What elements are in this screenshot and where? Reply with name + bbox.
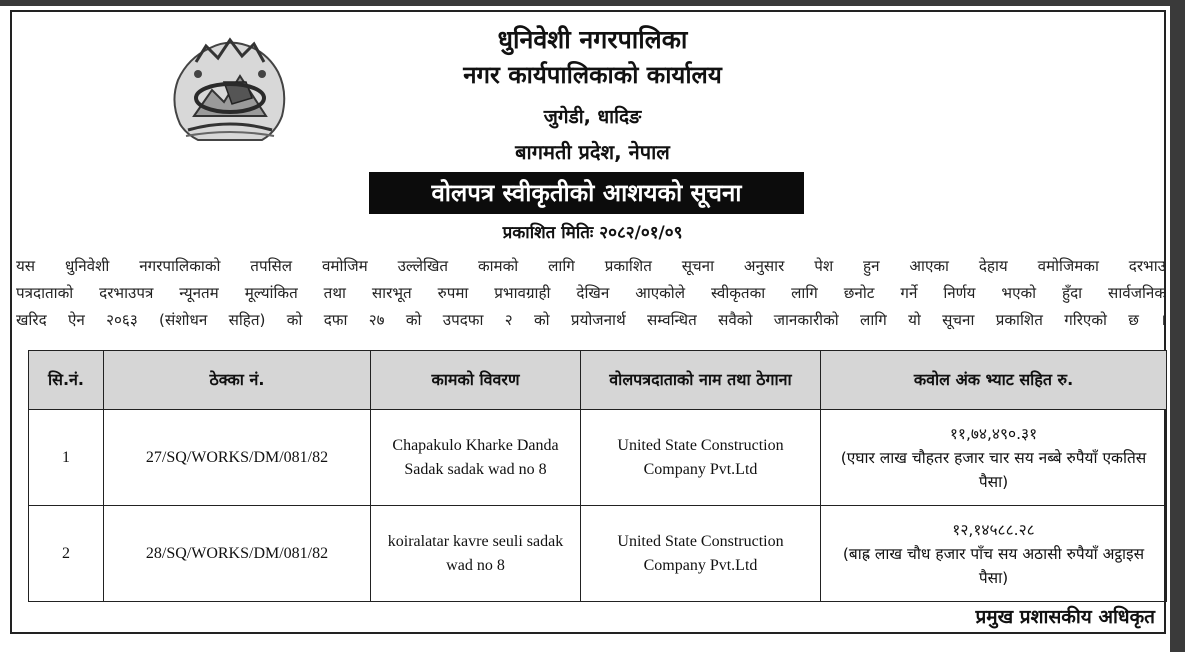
tender-table [28, 350, 1167, 602]
signoff-title: प्रमुख प्रशासकीय अधिकृत [975, 606, 1155, 628]
cell-amount [821, 410, 1167, 506]
col-header-amount: कवोल अंक भ्याट सहित रु. [821, 351, 1167, 410]
notice-title: वोलपत्र स्वीकृतीको आशयको सूचना [369, 172, 804, 214]
cell-sn: 2 [29, 506, 104, 602]
col-header-contract-no: ठेक्का नं. [104, 351, 371, 410]
amount-figure: १२,१४५८८.२८ [952, 520, 1035, 539]
col-header-bidder: वोलपत्रदाताको नाम तथा ठेगाना [581, 351, 821, 410]
office-name: नगर कार्यपालिकाको कार्यालय [463, 61, 722, 89]
municipality-name: धुनिवेशी नगरपालिका [497, 25, 688, 54]
cell-sn: 1 [29, 410, 104, 506]
cell-contract-no: 28/SQ/WORKS/DM/081/82 [104, 506, 371, 602]
body-line: पत्रदाताको दरभाउपत्र न्यूनतम मूल्यांकित तथा सारभूत रुपमा प्रभावग्राही देखिन आएकोले स्वीकृतका लागि छनोट गर्ने निर्णय भएको हुँदा सार्वजनिक [16, 284, 1166, 302]
amount-words: (बाह्र लाख चौध हजार पाँच सय अठासी रुपैयाँ अट्ठाइस पैसा) [842, 544, 1145, 587]
cell-bidder: United State Construction Company Pvt.Ltd [581, 506, 821, 602]
province-line: बागमती प्रदेश, नेपाल [515, 140, 670, 164]
body-line: खरिद ऐन २०६३ (संशोधन सहित) को दफा २७ को उपदफा २ को प्रयोजनार्थ सम्वन्धित सवैको जानकारीको लागि यो सूचना प्रकाशित गरिएको छ । [16, 311, 1166, 329]
cell-bidder: United State Construction Company Pvt.Ltd [581, 410, 821, 506]
cell-work-desc: Chapakulo Kharke Danda Sadak sadak wad no 8 [371, 410, 581, 506]
cell-amount [821, 506, 1167, 602]
table-header-row [29, 351, 1167, 410]
notice-body [16, 253, 1166, 334]
office-address: जुगेडी, धादिङ [543, 106, 642, 128]
col-header-sn: सि.नं. [29, 351, 104, 410]
cell-contract-no: 27/SQ/WORKS/DM/081/82 [104, 410, 371, 506]
published-date: प्रकाशित मितिः २०८२/०१/०९ [502, 223, 683, 243]
body-line: यस धुनिवेशी नगरपालिकाको तपसिल वमोजिम उल्लेखित कामको लागि प्रकाशित सूचना अनुसार पेश हुन आएका देहाय वमोजिमका दरभाउ [16, 257, 1166, 275]
right-edge-bar [1170, 0, 1185, 652]
table-row [29, 506, 1167, 602]
top-edge-bar [0, 0, 1185, 6]
table-row [29, 410, 1167, 506]
amount-figure: ११,७४,४९०.३१ [949, 424, 1038, 443]
cell-work-desc: koiralatar kavre seuli sadak wad no 8 [371, 506, 581, 602]
amount-words: (एघार लाख चौहतर हजार चार सय नब्बे रुपैयाँ एकतिस पैसा) [840, 448, 1147, 491]
col-header-work-desc: कामको विवरण [371, 351, 581, 410]
